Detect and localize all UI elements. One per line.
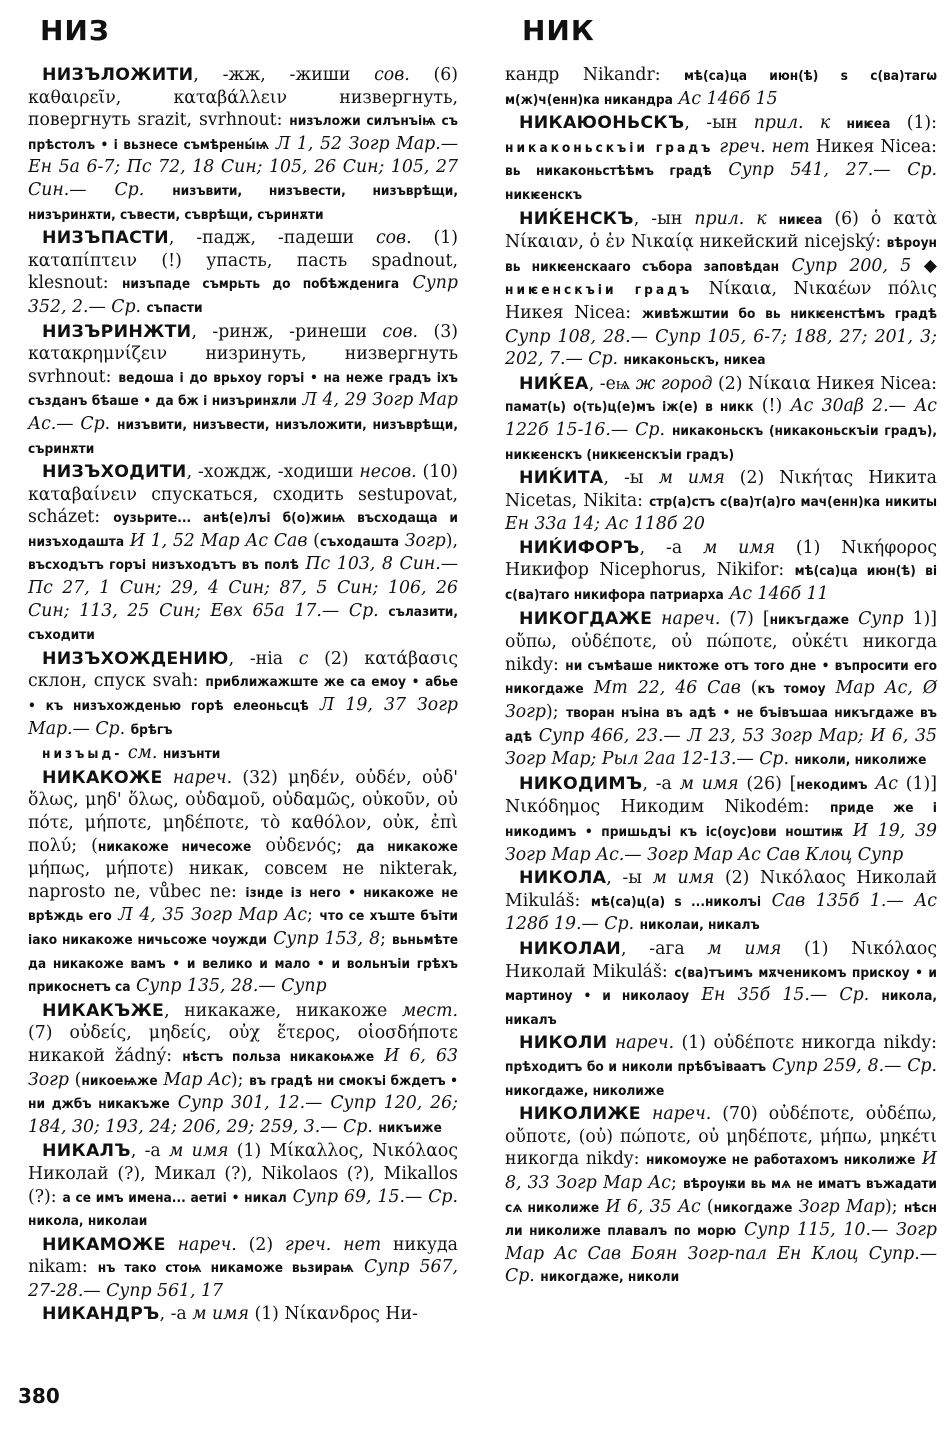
dictionary-entry: НИКАКЪЖЕ, никакаже, никакоже мест. (7) οὐδείς, μηδείς, οὐχ ἕτερος, οἱοσδήποτε никакой žádný: нѣстъ польза никакоѩже И 6, 63 Зогр (никоеѩже Мар Ас); въ градѣ ни смокъі бждетъ • ни джбъ никакъже Супр 301, 12.— Супр 120, 26; 184, 30; 193, 24; 206, 29; 259, 3.— Ср. никъиже <box>28 1000 458 1137</box>
dictionary-entry: НИЌИФОРЪ, -а м имя (1) Νικήφορος Никифор Nicephorus, Nikifor: мѣ(са)ца июн(ѣ) ві с(ва)таго никифора патриарха Ас 146б 11 <box>505 537 938 605</box>
dictionary-entry: НИЌЕНСКЪ, -ын прил. к ниѥеа (6) ὁ κατὰ Νίκαιαν, ὁ ἐν Νικαίᾳ никейский nicejský: вѣроун вь никѥенскааго съборa заповѣдан Супр 200, 5 ◆ ниѥенскъіи градъ Νίκαια, Νικαέων πόλις Никея Nicea: живѣжштии бо вь никѥенстѣмъ градѣ Супр 108, 28.— Супр 105, 6-7; 188, 27; 201, 3; 202, 7.— Ср. никаконьскъ, никеа <box>505 208 938 370</box>
dictionary-entry: НИКАНДРЪ, -а м имя (1) Νίκανδρος Ни- <box>42 1304 418 1325</box>
running-head-right: НИК <box>522 14 595 47</box>
dictionary-entry: НИЗЪЛОЖИТИ, -жж, -жиши сов. (6) καθαιρεῖν, καταβάλλειν низвергнуть, повергнуть srazit, svrhnout: низъложи силънъіѩ съ прѣстолъ • і вьзнесе съмѣрены́ѩ Л 1, 52 Зогр Мар.— Ен 5а 6-7; Пс 72, 18 Син; 105, 26 Син; 105, 27 Син.— Ср. низъвити, низъвести, низъврѣщи, низъринѫти, съвести, съврѣщи, съринѫти <box>28 65 458 223</box>
left-column <box>28 64 458 1327</box>
dictionary-entry: НИЌИТА, -ы м имя (2) Νικήτας Никита Nicetas, Nikita: стр(а)стъ с(ва)т(а)го мач(енн)ка никиты Ен 33а 14; Ас 118б 20 <box>505 468 937 535</box>
dictionary-entry: НИКОДИМЪ, -а м имя (26) [некодимъ Ас (1)] Νικόδημος Никодим Nikodém: приде же і никодимъ • пришьдъі къ іс(оус)ови ноштиѭ И 19, 39 Зогр Мар Ас.— Зогр Мар Ас Сав Клоц Супр <box>505 773 937 865</box>
dictionary-entry: НИЗЪПАСТИ, -падж, -падеши сов. (1) καταπίπτειν (!) упасть, пасть spadnout, klesnout: низъпаде съмрьть до побѣжденига Супр 352, 2.— Ср. съпасти <box>28 228 458 317</box>
dictionary-entry: НИКОЛИЖЕ нареч. (70) οὐδέποτε, οὐδέπω, οὔποτε, (οὐ) πώποτε, οὐ μηδέποτε, μήπω, μηκέτι никогда nikdy: никомоуже не работахомъ николиже И 8, 33 Зогр Мар Ас; вѣроуѭи вь мѧ не иматъ въжадати сѧ николиже И 6, 35 Ас (никогдаже Зогр Мар); нѣсн ли николиже плавалъ по морю Супр 115, 10.— Зогр Мар Ас Сав Боян Зогр-пал Ен Клоц Супр.— Ср. никогдаже, николи <box>505 1104 938 1287</box>
running-head-left: НИЗ <box>40 14 110 47</box>
right-column <box>505 64 937 1290</box>
dictionary-entry: НИКАЛЪ, -а м имя (1) Μίκαλλος, Νικόλαος Николай (?), Микал (?), Nikolaos (?), Mikallos (?): а се имъ имена... аетиі • никал Супр 69, 15.— Ср. никола, николаи <box>28 1141 458 1230</box>
page-number: 380 <box>18 1384 60 1408</box>
dictionary-entry: НИКОЛАИ, -ага м имя (1) Νικόλαος Николай Mikuláš: с(ва)тъимъ мѫченикомъ прискоу • и мартиноу • и николаоу Ен 35б 15.— Ср. никола, никалъ <box>505 938 938 1028</box>
dictionary-entry: НИЗЪРИНЖТИ, -ринж, -ринеши сов. (3) κατακρημνίζειν низринуть, низвергнуть svrhnout: ведоша і до врьхоу горъі • на неже градъ іхъ създанъ бѣаше • да бж і низъринѫли Л 4, 29 Зогр Мар Ас.— Ср. низъвити, низъвести, низъложити, низъврѣщи, съринѫти <box>28 321 458 457</box>
dictionary-entry: НИКАМОЖЕ нареч. (2) греч. нет никуда nikam: нъ тако стоѩ никаможе вьзираѩ Супр 567, 27-28.— Супр 561, 17 <box>28 1234 458 1301</box>
dictionary-entry: НИКОЛИ нареч. (1) οὐδέποτε никогда nikdy: прѣходитъ бо и николи прѣбъіваатъ Супр 259, 8.— Ср. никогдаже, николиже <box>505 1033 937 1099</box>
dictionary-entry: НИКАКОЖЕ нареч. (32) μηδέν, οὐδέν, οὐδ' ὅλως, μηδ' ὅλως, οὐδαμοῦ, οὐδαμῶς, οὐκοῦν, οὐ πότε, μήποτε, μηδέποτε, τὸ καθόλον, οὐκ, ἐπὶ πολύ; (никакоже ничесоже οὐδενός; да никакоже μήπως, μήποτε) никак, совсем не nikterak, naprosto ne, vůbec ne: ізнде із него • никакоже не врѣждь его Л 4, 35 Зогр Мар Ас; что се хъште бъіти іако никакоже ничьсоже чоужди Супр 153, 8; вьньмѣте да никакоже вамъ • и велико и мало • и вольнъіи грѣхъ прикоснетъ са Супр 135, 28.— Супр <box>28 767 459 997</box>
dictionary-entry: НИЗЪХОДИТИ, -хождж, -ходиши несов. (10) καταβαίνειν спускаться, сходить sestupovat, scházet: оузьрите... анѣ(е)лъі б(о)жиѩ въсходаща и низъходашта И 1, 52 Мар Ас Сав (съходашта Зогр), въсходътъ горъі низъходътъ въ полѣ Пс 103, 8 Син.— Пс 27, 1 Син; 29, 4 Син; 87, 5 Син; 106, 26 Син; 113, 25 Син; Евх 65а 17.— Ср. сълазити, съходити <box>28 462 459 644</box>
dictionary-entry: низъыд- см. низънти <box>42 743 221 764</box>
dictionary-entry: НИЗЪХОЖДЕНИЮ, -ніа с (2) κατάβασις склон, спуск svah: приближажште же са емоу • абье • къ низъхожденью горѣ елеоньсцѣ Л 19, 37 Зогр Мар.— Ср. брѣгъ <box>28 648 459 739</box>
dictionary-entry: НИЌЕА, -еѩ ж город (2) Νίκαια Никея Nicea: памат(ь) о(ть)ц(е)мъ іж(е) в никк (!) Ас 30аβ 2.— Ас 122б 15-16.— Ср. никаконьскъ (никаконьскъіи градъ), никѥенскъ (никѥенскъіи градъ) <box>505 373 938 463</box>
dictionary-entry: НИКОЛА, -ы м имя (2) Νικόλαος Николай Mikuláš: мѣ(са)ц(а) ѕ ...николъі Сав 135б 1.— Ас 128б 19.— Ср. николаи, никалъ <box>505 868 937 935</box>
dictionary-entry: НИКАЮОНЬСКЪ, -ын прил. к ниѥеа (1): никаконьскъіи градъ греч. нет Никея Nicea: вь никаконьстѣѣмъ градѣ Супр 541, 27.— Ср. никѥенскъ <box>505 113 938 203</box>
dictionary-entry: НИКОГДАЖЕ нареч. (7) [никъгдаже Супр 1)] οὔπω, οὐδέποτε, οὐ πώποτε, οὐκέτι никогда nikdy: ни съмѣаше никтоже отъ того дне • въпросити его никогдаже Мт 22, 46 Сав (къ томоу Мар Ас, Ø Зогр); творан нъіна въ адѣ • не бъівъшаа никъгдаже въ адѣ Супр 466, 23.— Л 23, 53 Зогр Мар; И 6, 35 Зогр Мар; Рыл 2аа 12-13.— Ср. николи, николиже <box>505 608 938 770</box>
dictionary-entry: кандр Nikandr: мѣ(са)ца июн(ѣ) ѕ с(ва)тагѡ м(ж)ч(енн)ка никандра Ас 146б 15 <box>505 65 937 109</box>
